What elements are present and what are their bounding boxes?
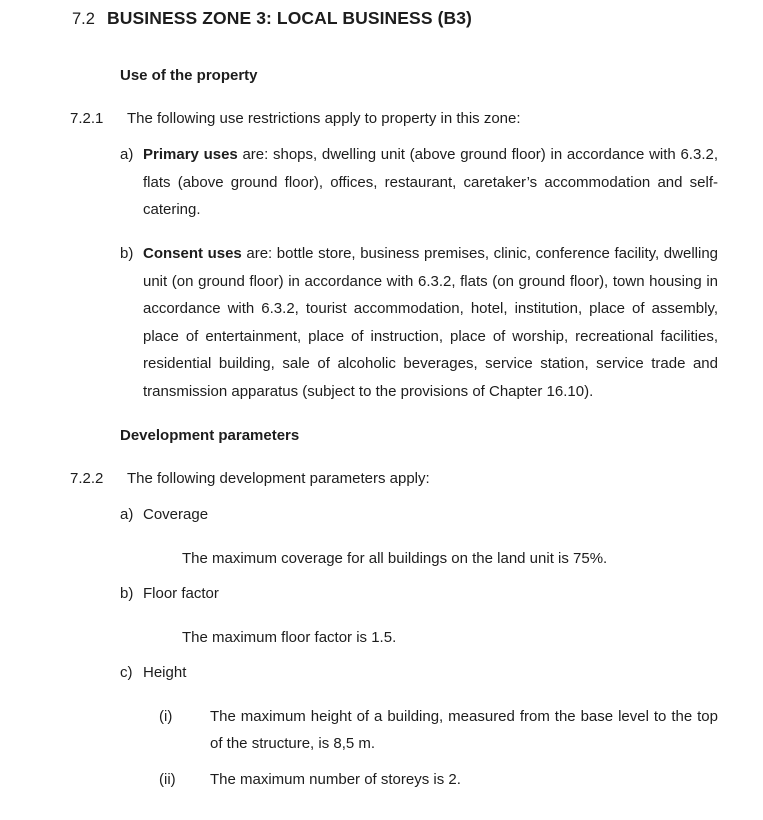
- list-marker-b: b): [120, 245, 134, 262]
- list-marker-floor-factor: b): [120, 584, 134, 602]
- floor-factor-detail: The maximum floor factor is 1.5.: [182, 628, 397, 646]
- section-title: BUSINESS ZONE 3: LOCAL BUSINESS (B3): [107, 8, 472, 28]
- height-label: Height: [143, 663, 187, 681]
- list-item-floor-factor: [120, 580, 718, 608]
- list-item-primary-uses: [120, 141, 718, 224]
- coverage-detail: The maximum coverage for all buildings on the land unit is 75%.: [182, 549, 608, 567]
- roman-marker-ii: (ii): [159, 770, 176, 788]
- height-subitem-ii: [159, 766, 718, 794]
- list-marker-height: c): [120, 663, 133, 681]
- consent-uses-text: are: bottle store, business premises, clinic, conference facility, dwelling unit (on ground floor) in accordance with 6.3.2, flats (on ground floor), town housing in accordance with 6.3.2, tourist accommodation, hotel, institution, place of assembly, place of entertainment, place of instruction, place of worship, recreational facilities, residential building, sale of alcoholic beverages, service station, service trade and transmission apparatus (subject to the provisions of Chapter 16.10).: [143, 245, 718, 400]
- use-of-property-heading: Use of the property: [120, 67, 258, 84]
- roman-marker-i: (i): [159, 707, 173, 725]
- primary-uses-lead: Primary uses: [143, 146, 238, 163]
- section-title-row: [72, 5, 718, 34]
- clause-7-2-1: [70, 105, 718, 133]
- consent-uses-lead: Consent uses: [143, 245, 242, 262]
- development-parameters-heading: Development parameters: [120, 426, 300, 444]
- primary-uses-text: are: shops, dwelling unit (above ground floor) in accordance with 6.3.2, flats (above ground floor), offices, restaurant, caretaker’s accommodation and self-catering.: [143, 146, 718, 218]
- clause-7-2-2: [70, 465, 718, 493]
- clause-7-2-2-text: The following development parameters apply:: [127, 469, 430, 487]
- height-subitem-i: [159, 703, 718, 758]
- clause-7-2-1-number: 7.2.1: [70, 110, 104, 127]
- list-item-consent-uses: [120, 240, 718, 405]
- list-marker-coverage: a): [120, 505, 134, 523]
- height-subitem-ii-text: The maximum number of storeys is 2.: [210, 770, 461, 788]
- coverage-label: Coverage: [143, 505, 209, 523]
- list-item-coverage: [120, 501, 718, 529]
- list-item-height: [120, 659, 718, 687]
- height-subitem-i-text: The maximum height of a building, measured from the base level to the top of the structure, is 8,5 m.: [210, 707, 718, 752]
- section-number: 7.2: [72, 10, 95, 28]
- clause-7-2-2-number: 7.2.2: [70, 469, 104, 487]
- clause-7-2-1-text: The following use restrictions apply to property in this zone:: [127, 110, 521, 127]
- floor-factor-label: Floor factor: [143, 584, 219, 602]
- list-marker-a: a): [120, 146, 134, 163]
